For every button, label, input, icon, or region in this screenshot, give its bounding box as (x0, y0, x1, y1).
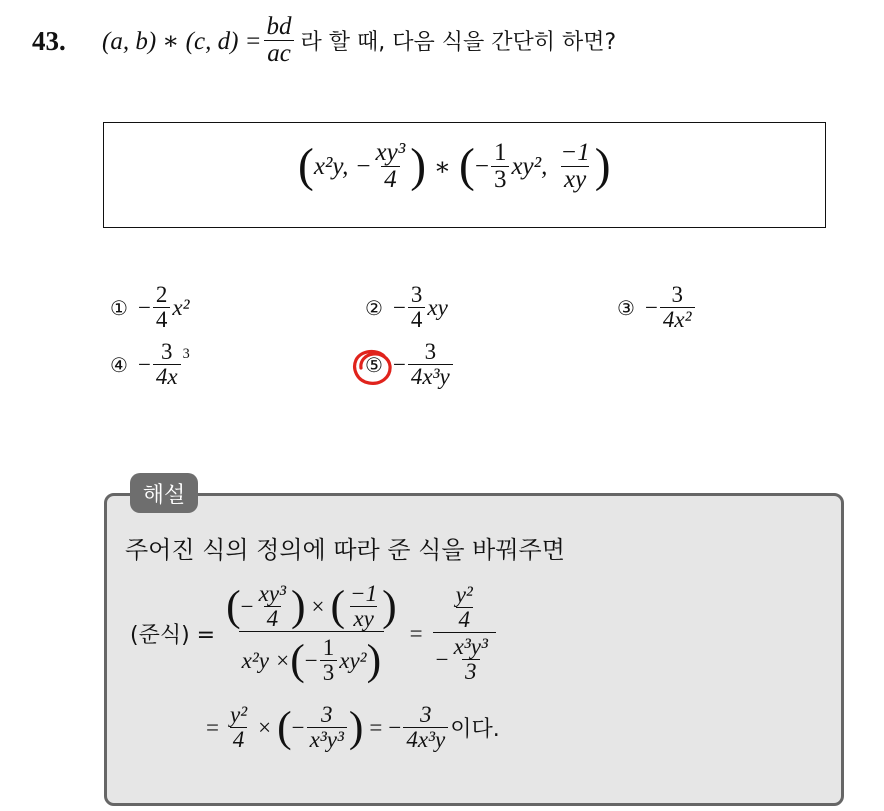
choice-3-label: ③ (617, 295, 635, 320)
l2-c-denominator: 4x³y (403, 727, 448, 752)
choice-2-denominator: 4 (408, 307, 426, 332)
explanation-lead: 주어진 식의 정의에 따라 준 식을 바꿔주면 (125, 536, 565, 564)
first-fraction-denominator: 4 (381, 166, 400, 193)
definition-numerator: bd (266, 13, 292, 40)
choice-5-fraction (408, 340, 453, 389)
n2-fraction (347, 582, 380, 631)
question-prompt: 라 할 때, 다음 식을 간단히 하면? (300, 30, 617, 56)
first-fraction (373, 140, 409, 194)
choice-4-numerator: 3 (161, 339, 173, 364)
n1-numerator: xy³ (258, 581, 286, 606)
answer-circle-mark (351, 347, 395, 387)
choice-5-label: ⑤ (365, 352, 383, 377)
choice-4-label: ④ (110, 352, 128, 377)
compound-numerator (448, 583, 481, 632)
lhs-label: (준식) = (130, 623, 216, 649)
r-bot-fraction (451, 635, 491, 684)
l2-a-denominator: 4 (230, 727, 248, 752)
d-rest: xy² (339, 647, 367, 673)
choice-2-numerator: 3 (410, 282, 423, 307)
boxed-expression: ( x²y, − $\frac{\text{xy³}}{4}$ ) ∗ ( − $\frac{1}{3}$ xy², $\frac{-1}{xy}$ ) (298, 139, 611, 194)
d-numerator: 1 (322, 635, 335, 661)
second-b-numerator: −1 (560, 139, 590, 166)
explanation-line-2: = $\frac{\text{y²}}{4}$ × ( − $\frac{3}{\text{x³y³}}$ ) = − $\frac{3}{\text{4x³y}}$ 이다. (206, 702, 500, 753)
choice-2-rest: xy (427, 294, 448, 320)
r-top-fraction (453, 583, 476, 632)
compound-denominator: − $\frac{\text{x³y³}}{3}$ (433, 632, 496, 684)
l2-b-denominator: x³y³ (307, 727, 347, 752)
choice-5-denominator: 4x³y (408, 364, 453, 389)
choice-3[interactable]: ③ − $\frac{3}{\text{4x²}}$ (617, 283, 697, 332)
n2-numerator: −1 (350, 581, 378, 606)
question-number: 43. (32, 26, 66, 56)
choice-5-numerator: 3 (424, 339, 437, 364)
times-sign: × (311, 593, 325, 619)
big-fraction (223, 582, 400, 686)
big-fraction-denominator: x²y × ( − $\frac{1}{3}$ xy² ) (239, 631, 385, 685)
question-text (102, 14, 616, 68)
second-b-denominator: xy (561, 166, 589, 193)
second-a-denominator: 3 (491, 166, 510, 193)
l2-a-numerator: y² (229, 702, 248, 727)
l2-c-numerator: 3 (420, 702, 432, 727)
r-bot-numerator: x³y³ (453, 634, 488, 660)
choice-4[interactable]: ④ − $\frac{3}{4x}$ 3 (110, 339, 190, 390)
l2-b-numerator: 3 (320, 702, 333, 727)
second-a-numerator: 1 (493, 139, 507, 166)
explanation-tab: 해설 (130, 473, 198, 513)
choice-4-fraction (153, 340, 181, 389)
explanation-line-1: (준식) = ( − $\frac{\text{xy³}}{4}$ ) × ( $\frac{-1}{xy}$ ) x²y × ( − $\frac{1}{3}$ xy² ) = $\frac{\text{y²}}{4}$ − $\frac{\text{x³y³}}{3}$ (130, 582, 498, 686)
r-top-numerator: y² (455, 582, 473, 607)
choice-3-numerator: 3 (671, 282, 683, 307)
choice-5[interactable]: ⑤ − $\frac{3}{\text{4x³y}}$ (365, 340, 455, 389)
star-operator: ∗ (434, 153, 452, 181)
choice-4-denominator: 4x (153, 364, 181, 389)
n2-denominator: xy (350, 606, 376, 631)
r-bot-denominator: 3 (462, 659, 480, 684)
definition-fraction (264, 14, 295, 68)
choice-1[interactable]: ① − $\frac{2}{4}$ x² (110, 282, 190, 333)
times-sign-2: × (258, 714, 272, 740)
l2-a-fraction (227, 703, 250, 752)
choice-2-label: ② (365, 295, 383, 320)
choice-2-fraction (408, 283, 426, 332)
n1-denominator: 4 (264, 606, 282, 631)
choice-3-fraction (660, 283, 695, 332)
choice-2[interactable]: ② − $\frac{3}{4}$ xy (365, 282, 448, 333)
definition-lhs: (a, b) ∗ (c, d) = (102, 27, 262, 55)
d-first: x²y × (241, 647, 291, 673)
choice-1-denominator: 4 (153, 307, 171, 332)
choice-1-label: ① (110, 295, 128, 320)
choice-1-numerator: 2 (155, 282, 168, 307)
choice-1-fraction (153, 283, 171, 332)
compound-fraction (433, 583, 496, 685)
first-fraction-numerator: xy³ (375, 139, 406, 166)
second-a-fraction (491, 140, 510, 194)
first-component: x²y, (313, 152, 349, 180)
choice-3-denominator: 4x² (660, 307, 695, 332)
l2-b-fraction (307, 703, 347, 752)
choice-1-rest: x² (172, 294, 190, 320)
second-b-fraction (557, 140, 592, 194)
n1-fraction (256, 582, 289, 631)
l2-c-fraction (403, 703, 448, 752)
r-top-denominator: 4 (456, 607, 474, 632)
ending-text: 이다. (450, 717, 500, 743)
big-fraction-numerator: ( − $\frac{\text{xy³}}{4}$ ) × ( $\frac{-1}{xy}$ ) (226, 581, 397, 632)
definition-denominator: ac (264, 40, 294, 67)
d-denominator: 3 (320, 660, 338, 685)
second-a-rest: xy², (511, 152, 548, 180)
d-fraction (320, 636, 338, 685)
